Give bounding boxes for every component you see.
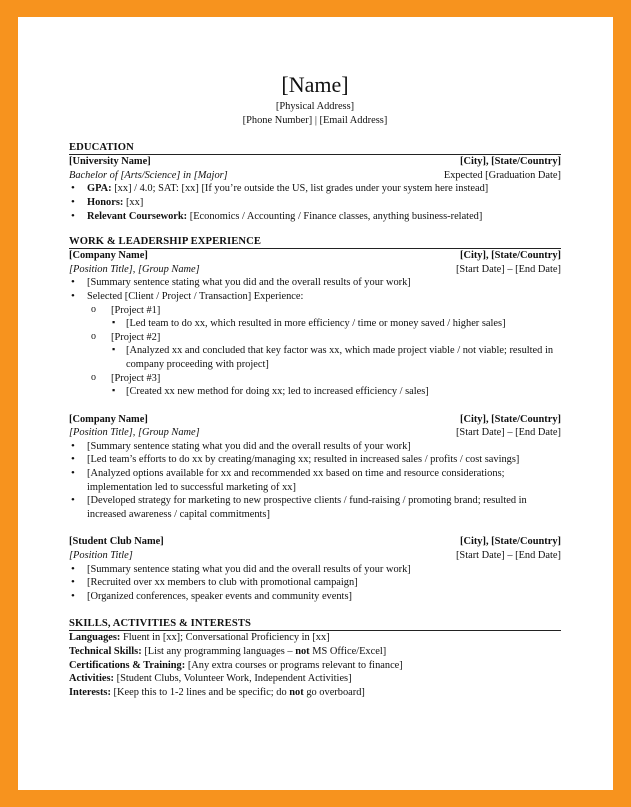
list-item: • [Led team’s efforts to do xx by creating/managing xx; resulted in increased sales / profits / cost savings]: [69, 453, 561, 467]
position-title: [Position Title], [Group Name]: [69, 427, 200, 439]
job-dates: [Start Date] – [End Date]: [455, 263, 561, 275]
technical-skills-text-end: MS Office/Excel]: [309, 646, 387, 657]
job1-position-row: [69, 263, 561, 277]
gpa-text: [xx] / 4.0; SAT: [xx] [If you’re outside the US, list grades under your system here instead]: [111, 183, 489, 195]
gpa-label: GPA:: [87, 183, 112, 195]
selected-experience-label: Selected [Client / Project / Transaction] Experience:: [87, 290, 304, 302]
activities-line: [69, 672, 561, 686]
university-name: [University Name]: [69, 156, 151, 168]
list-item: • [Summary sentence stating what you did and the overall results of your work]: [69, 563, 561, 577]
project-details: [111, 385, 561, 399]
languages-text: Fluent in [xx]; Conversational Proficiency in [xx]: [120, 632, 330, 644]
job1-bullets: [69, 276, 561, 398]
project-details: [111, 344, 561, 371]
interests-text-end: go overboard]: [303, 686, 365, 698]
list-item: [69, 210, 561, 224]
technical-skills-label: Technical Skills:: [69, 646, 142, 657]
coursework-text: [Economics / Accounting / Finance classes, anything business-related]: [187, 210, 483, 222]
work-heading: WORK & LEADERSHIP EXPERIENCE: [69, 235, 561, 249]
club-location: [City], [State/Country]: [460, 536, 561, 548]
list-item: • [Developed strategy for marketing to new prospective clients / fund-raising / promoting brand; resulted in increased awareness / capital commitments]: [69, 494, 561, 521]
activities-label: Activities:: [69, 673, 115, 685]
languages-line: [69, 631, 561, 645]
interests-line: [69, 686, 561, 700]
list-item: • [Summary sentence stating what you did and the overall results of your work]: [69, 276, 561, 290]
job2-company-row: [69, 413, 561, 427]
list-item: [69, 182, 561, 196]
company-location: [City], [State/Country]: [460, 413, 561, 425]
company-name: [Company Name]: [69, 413, 148, 425]
education-heading: EDUCATION: [69, 141, 561, 155]
honors-label: Honors:: [87, 196, 124, 208]
club-name: [Student Club Name]: [69, 536, 164, 548]
list-item: • [Analyzed options available for xx and recommended xx based on time and resource considerations; implementation led to successful marketing of xx]: [69, 467, 561, 494]
project-name: [Project #2]: [111, 331, 161, 343]
technical-skills-line: [69, 645, 561, 659]
university-location: [City], [State/Country]: [460, 156, 561, 168]
list-item: • [Organized conferences, speaker events and community events]: [69, 590, 561, 604]
list-item: [69, 290, 561, 399]
resume-name: [Name]: [281, 72, 349, 97]
graduation-date: Expected [Graduation Date]: [443, 169, 561, 181]
certifications-text: [Any extra courses or programs relevant to finance]: [185, 659, 403, 671]
education-degree-row: [69, 169, 561, 183]
project-name: [Project #1]: [111, 304, 161, 316]
education-school-row: [69, 155, 561, 169]
interests-label: Interests:: [69, 686, 111, 698]
interests-not: not: [289, 686, 304, 698]
company-name: [Company Name]: [69, 250, 148, 262]
position-title: [Position Title]: [69, 550, 133, 562]
job2-bullets: [69, 440, 561, 522]
resume-content: [69, 72, 561, 699]
job-dates: [Start Date] – [End Date]: [455, 550, 561, 562]
list-item: [91, 304, 561, 331]
company-location: [City], [State/Country]: [460, 250, 561, 262]
interests-text: [Keep this to 1-2 lines and be specific; do: [110, 686, 290, 698]
job1-company-row: [69, 249, 561, 263]
list-item: ▪ [Created xx new method for doing xx; led to increased efficiency / sales]: [111, 385, 561, 399]
list-item: [69, 196, 561, 210]
list-item: [91, 372, 561, 399]
job2-position-row: [69, 426, 561, 440]
project-list: [87, 304, 561, 399]
list-item: • [Recruited over xx members to club with promotional campaign]: [69, 576, 561, 590]
job-dates: [Start Date] – [End Date]: [455, 427, 561, 439]
degree: Bachelor of [Arts/Science] in [Major]: [69, 169, 228, 181]
position-title: [Position Title], [Group Name]: [69, 263, 200, 275]
physical-address: [Physical Address]: [275, 101, 355, 112]
project-name: [Project #3]: [111, 372, 161, 384]
languages-label: Languages:: [69, 632, 121, 644]
list-item: [91, 331, 561, 372]
honors-text: [xx]: [123, 196, 144, 208]
project-details: [111, 317, 561, 331]
education-bullets: [69, 182, 561, 223]
activities-text: [Student Clubs, Volunteer Work, Independent Activities]: [114, 673, 352, 685]
certifications-label: Certifications & Training:: [69, 659, 186, 671]
club-position-row: [69, 549, 561, 563]
list-item: • [Summary sentence stating what you did and the overall results of your work]: [69, 440, 561, 454]
resume-page: [18, 17, 613, 790]
club-bullets: [69, 563, 561, 604]
certifications-line: [69, 659, 561, 673]
list-item: ▪ [Analyzed xx and concluded that key factor was xx, which made project viable / not viable; resulted in company proceeding with project]: [111, 344, 561, 371]
technical-skills-text: [List any programming languages –: [141, 646, 296, 657]
club-name-row: [69, 535, 561, 549]
coursework-label: Relevant Coursework:: [87, 210, 188, 222]
skills-heading: SKILLS, ACTIVITIES & INTERESTS: [69, 617, 561, 631]
contact-line: [Phone Number] | [Email Address]: [242, 114, 388, 126]
technical-skills-not: not: [295, 646, 310, 657]
list-item: ▪ [Led team to do xx, which resulted in more efficiency / time or money saved / higher sales]: [111, 317, 561, 331]
